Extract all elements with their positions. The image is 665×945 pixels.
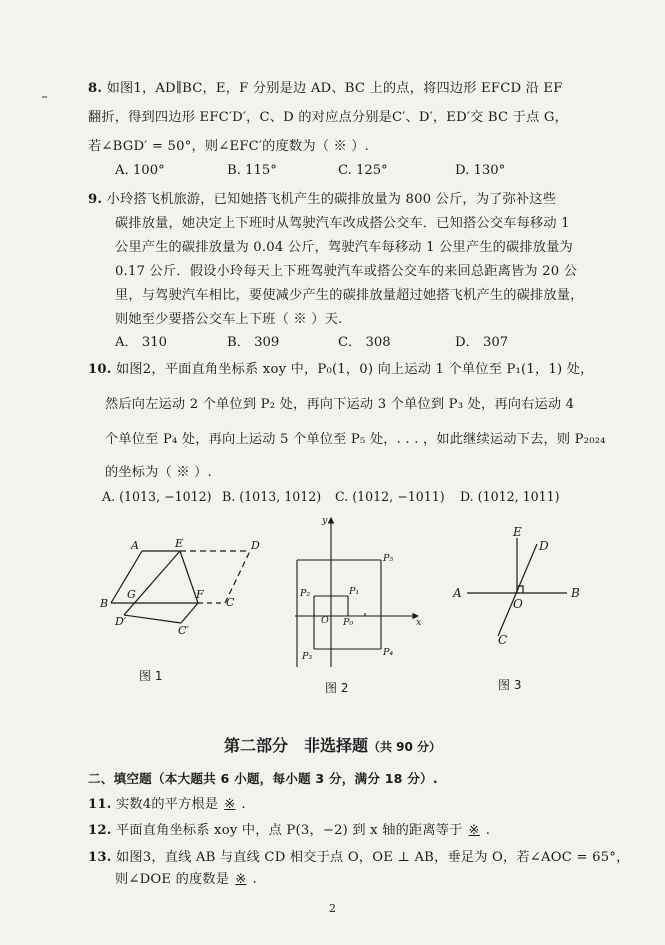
q9-option-c: C． 308 <box>338 335 391 350</box>
q12-line <box>88 819 490 838</box>
fig1-label-e: E <box>175 537 184 550</box>
q8-line-1 <box>88 77 563 96</box>
q9-option-a: A． 310 <box>115 335 168 350</box>
fig1-label-b: B <box>100 597 109 610</box>
scan-mark <box>42 96 47 98</box>
fig1-label-d: D <box>251 539 260 552</box>
q13-end: . <box>252 872 257 887</box>
page-number: 2 <box>329 902 336 915</box>
fig3-label-d: D <box>539 539 549 553</box>
fig3-label-c: C <box>498 633 508 647</box>
fig3-label-b: B <box>571 586 580 600</box>
q8-text-3: 若∠BGD′ = 50°，则∠EFC′的度数为（ ※ ）. <box>88 139 370 154</box>
q13-number: 13. <box>88 850 112 865</box>
fig1-segment-c2f <box>181 603 198 623</box>
fig1-segment-d2c2 <box>124 615 181 623</box>
fig3-label-o: O <box>513 597 523 611</box>
q9-option-d: D． 307 <box>455 335 509 350</box>
part-2-heading <box>0 733 665 756</box>
q9-text-5: 里，与驾驶汽车相比，要使减少产生的碳排放量超过她搭飞机产生的碳排放量， <box>115 288 584 303</box>
q13-text: 如图3，直线 AB 与直线 CD 相交于点 O，OE ⊥ AB，垂足为 O，若∠AOC = 65°， <box>115 850 630 865</box>
q11-end: . <box>241 797 246 812</box>
figure-3-diagram <box>445 520 595 650</box>
q9-text-6: 则她至少要搭公交车上下班（ ※ ）天. <box>115 312 343 327</box>
q10-line-1 <box>88 358 593 377</box>
q8-option-a: A. 100° <box>115 163 165 178</box>
q8-text-1: 如图1，AD∥BC，E，F 分别是边 AD、BC 上的点，将四边形 EFCD 沿 EF <box>106 81 563 96</box>
fig2-label-x: x <box>416 617 422 628</box>
part-2-title: 第二部分 非选择题 <box>223 736 368 755</box>
q9-line-1 <box>88 188 556 207</box>
q9-text-2: 碳排放量，她决定上下班时从驾驶汽车改成搭公交车．已知搭公交车每移动 1 <box>115 216 570 231</box>
fig1-label-f: F <box>196 588 204 601</box>
q10-text-3: 个单位至 P₄ 处，再向上运动 5 个单位至 P₅ 处，. . . ，如此继续运动下去，则 P₂₀₂₄ <box>105 432 606 447</box>
q11-answer-blank[interactable]: ※ <box>224 797 236 812</box>
figure-1-diagram <box>95 535 270 640</box>
figure-3-caption: 图 3 <box>498 678 522 692</box>
fig1-label-c: C <box>226 596 235 609</box>
q9-text-1: 小玲搭飞机旅游，已知她搭飞机产生的碳排放量为 800 公斤，为了弥补这些 <box>106 192 557 207</box>
fig2-label-p0: P₀ <box>343 617 354 628</box>
fig1-label-c-prime: C′ <box>178 624 189 637</box>
q12-number: 12. <box>88 823 112 838</box>
q8-option-b: B. 115° <box>227 163 277 178</box>
q11-number: 11. <box>88 797 112 812</box>
q11-text: 实数4的平方根是 <box>115 797 219 812</box>
section-2-title: 二、填空题（本大题共 6 小题，每小题 3 分，满分 18 分）. <box>88 771 438 786</box>
q12-text: 平面直角坐标系 xoy 中，点 P(3，−2) 到 x 轴的距离等于 <box>115 823 463 838</box>
q13-answer-blank[interactable]: ※ <box>235 872 247 887</box>
fig1-label-a: A <box>131 539 139 552</box>
fig3-label-e: E <box>513 525 522 539</box>
q10-text-2: 然后向左运动 2 个单位到 P₂ 处，再向下运动 3 个单位到 P₃ 处，再向右运动 4 <box>105 397 575 412</box>
fig1-label-d-prime: D′ <box>115 615 127 628</box>
q9-text-4: 0.17 公斤．假设小玲每天上下班驾驶汽车或搭公交车的来回总距离皆为 20 公 <box>115 264 578 279</box>
q10-option-c: C. (1012, −1011) <box>335 489 445 504</box>
q10-option-a: A. (1013, −1012) <box>102 489 212 504</box>
fig2-label-p3: P₃ <box>302 651 313 662</box>
q8-option-c: C. 125° <box>338 163 388 178</box>
q10-text-4: 的坐标为（ ※ ）. <box>105 465 212 480</box>
fig2-label-p4: P₄ <box>383 647 394 658</box>
fig3-label-a: A <box>453 586 462 600</box>
fig2-label-origin: O <box>321 615 329 626</box>
figure-2-diagram <box>290 512 430 672</box>
q13-line-2 <box>115 868 257 887</box>
fig2-label-p1: P₁ <box>349 586 360 597</box>
q8-option-d: D. 130° <box>455 163 506 178</box>
q12-end: . <box>485 823 491 838</box>
fig2-label-p2: P₂ <box>300 588 311 599</box>
q11-line <box>88 793 246 812</box>
fig2-label-p5: P₅ <box>383 553 394 564</box>
q9-number: 9. <box>88 192 103 207</box>
q10-number: 10. <box>88 362 112 377</box>
q9-text-3: 公里产生的碳排放量为 0.04 公斤，驾驶汽车每移动 1 公里产生的碳排放量为 <box>115 240 573 255</box>
fig2-label-y: y <box>322 515 328 526</box>
figure-1-caption: 图 1 <box>139 669 163 683</box>
q12-answer-blank[interactable]: ※ <box>468 823 480 838</box>
fig1-segment-ed2 <box>124 551 180 615</box>
q8-text-2: 翻折，得到四边形 EFC′D′，C、D 的对应点分别是C′、D′，ED′交 BC 于点 G， <box>88 110 568 125</box>
part-2-score: （共 90 分） <box>367 740 442 754</box>
figure-2-caption: 图 2 <box>325 681 349 695</box>
q10-text-1: 如图2，平面直角坐标系 xoy 中，P₀(1，0) 向上运动 1 个单位至 P₁(1，1) 处， <box>115 362 594 377</box>
q13-line-1 <box>88 846 629 865</box>
q10-option-d: D. (1012, 1011) <box>460 489 560 504</box>
q10-option-b: B. (1013, 1012) <box>222 489 322 504</box>
q13-text-2: 则∠DOE 的度数是 <box>115 872 230 887</box>
q8-number: 8. <box>88 81 103 96</box>
fig1-label-g: G <box>127 588 136 601</box>
q9-option-b: B． 309 <box>227 335 280 350</box>
